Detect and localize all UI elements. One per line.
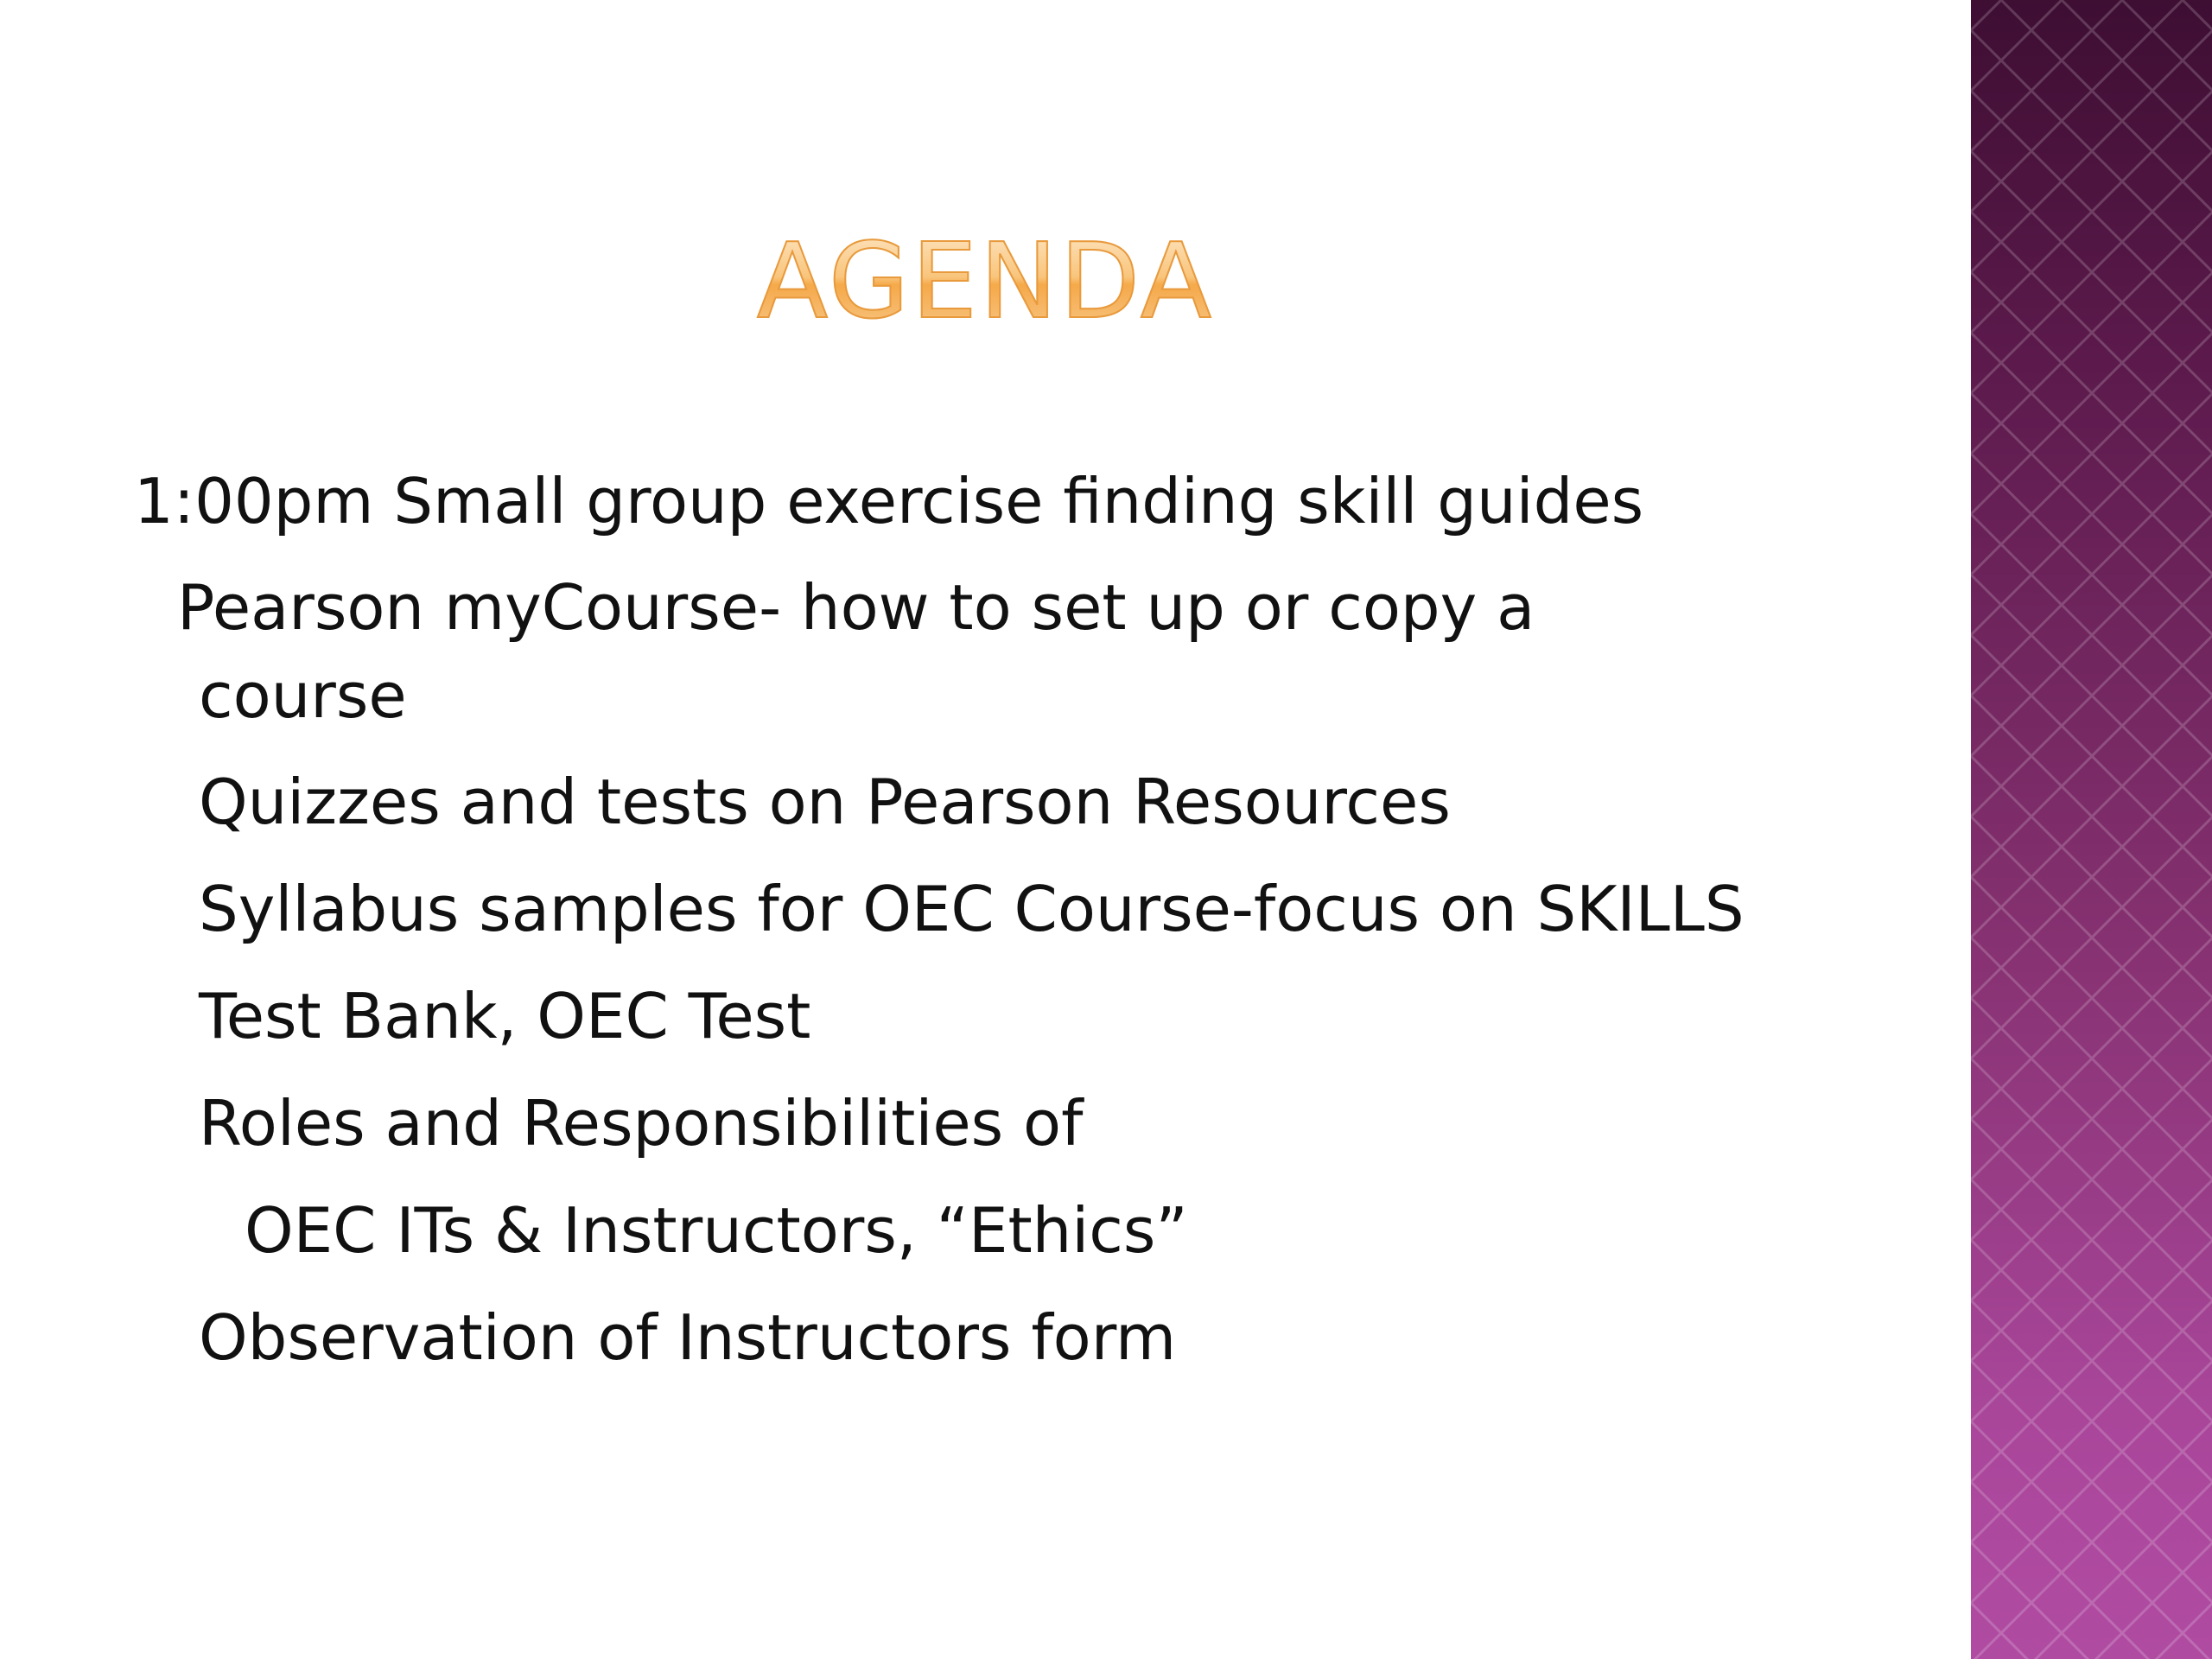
agenda-item: OEC ITs & Instructors, “Ethics” [245,1194,1188,1267]
decorative-side-panel [1971,0,2212,1659]
agenda-item: Quizzes and tests on Pearson Resources [199,766,1451,838]
agenda-item: Syllabus samples for OEC Course-focus on SKILLS [199,873,1745,945]
agenda-item: 1:00pm Small group exercise finding skill guides [134,465,1644,537]
diamond-pattern [1971,0,2212,1659]
agenda-item: course [199,659,407,732]
agenda-item: Pearson myCourse- how to set up or copy a [177,571,1535,644]
agenda-item: Roles and Responsibilities of [199,1087,1084,1160]
agenda-item: Observation of Instructors form [199,1301,1177,1374]
agenda-item: Test Bank, OEC Test [199,980,811,1052]
slide-title: AGENDA [0,226,1971,339]
